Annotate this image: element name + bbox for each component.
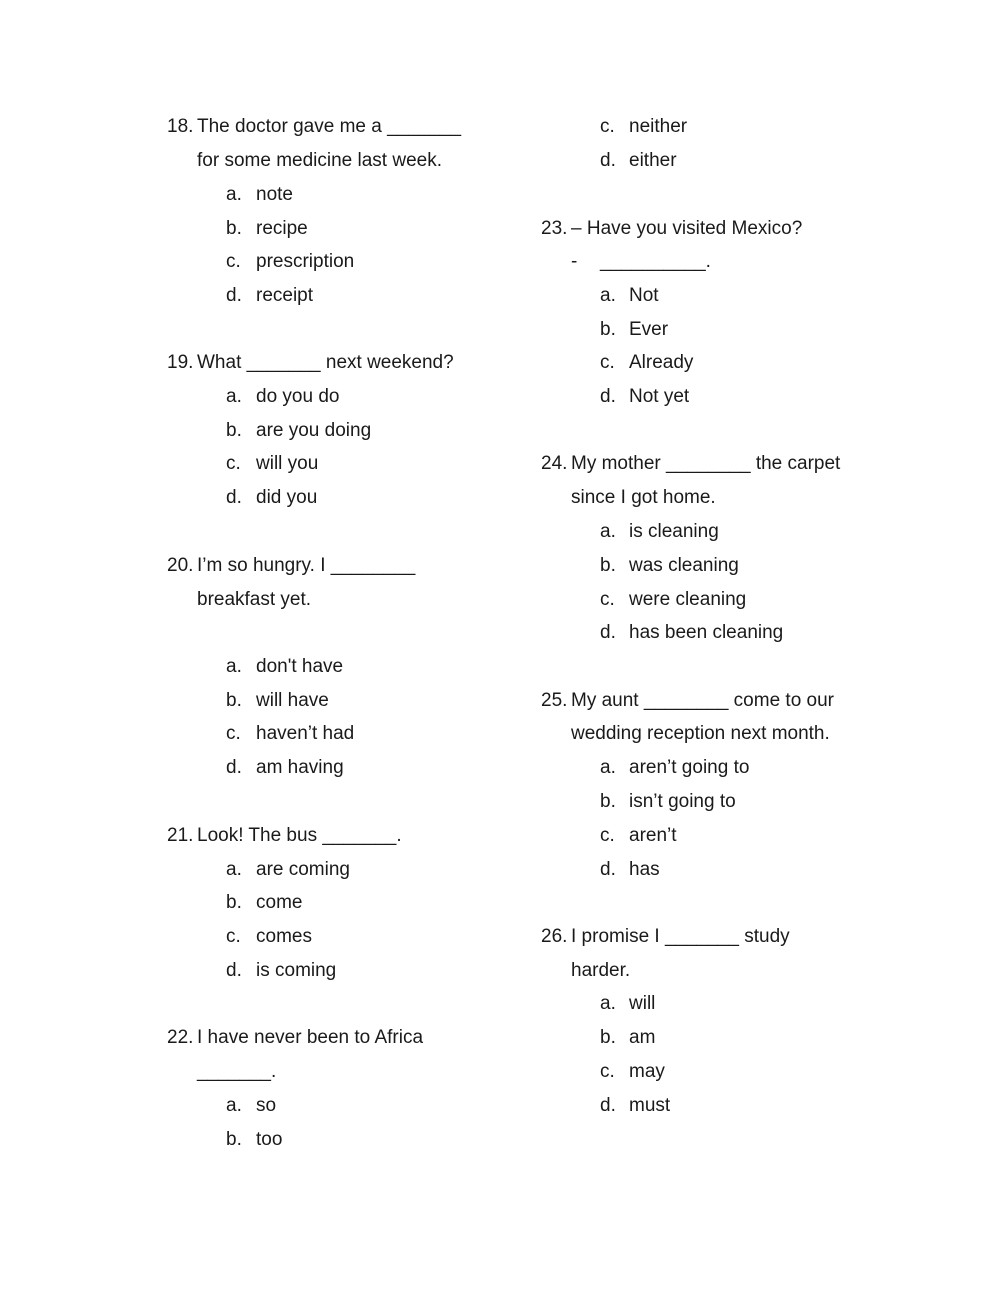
option-letter: b. bbox=[226, 218, 242, 239]
option-letter: c. bbox=[226, 251, 241, 272]
option-text[interactable]: must bbox=[629, 1095, 671, 1116]
question-text: I’m so hungry. I ________ bbox=[197, 555, 416, 576]
option-letter: b. bbox=[600, 555, 616, 576]
option-letter: a. bbox=[600, 993, 616, 1014]
option-letter: a. bbox=[600, 285, 616, 306]
option-text[interactable]: am having bbox=[256, 757, 344, 778]
option-letter: a. bbox=[226, 859, 242, 880]
option-text[interactable]: is cleaning bbox=[629, 521, 719, 542]
option-letter: c. bbox=[600, 116, 615, 137]
option-letter: d. bbox=[600, 1095, 616, 1116]
option-letter: d. bbox=[600, 150, 616, 171]
option-text[interactable]: did you bbox=[256, 487, 318, 508]
question-text: breakfast yet. bbox=[197, 589, 312, 610]
option-text[interactable]: was cleaning bbox=[629, 555, 739, 576]
question-number: 25. bbox=[541, 690, 568, 711]
question-number: 18. bbox=[167, 116, 194, 137]
option-letter: c. bbox=[600, 589, 615, 610]
question-number: 24. bbox=[541, 453, 568, 474]
option-text[interactable]: are coming bbox=[256, 859, 350, 880]
option-letter: d. bbox=[226, 960, 242, 981]
option-text[interactable]: am bbox=[629, 1027, 656, 1048]
option-text[interactable]: has been cleaning bbox=[629, 622, 784, 643]
option-text[interactable]: will you bbox=[256, 453, 319, 474]
option-letter: b. bbox=[600, 319, 616, 340]
question-text: Look! The bus _______. bbox=[197, 825, 402, 846]
question-text: wedding reception next month. bbox=[571, 723, 830, 744]
option-text[interactable]: too bbox=[256, 1129, 283, 1150]
option-text[interactable]: don't have bbox=[256, 656, 344, 677]
option-letter: b. bbox=[226, 420, 242, 441]
question-number: 19. bbox=[167, 352, 194, 373]
option-text[interactable]: do you do bbox=[256, 386, 340, 407]
question-number: 26. bbox=[541, 926, 568, 947]
question-text: My aunt ________ come to our bbox=[571, 690, 835, 711]
option-letter: a. bbox=[226, 184, 242, 205]
question-text: since I got home. bbox=[571, 487, 716, 508]
option-letter: c. bbox=[226, 926, 241, 947]
option-letter: a. bbox=[600, 757, 616, 778]
question-text: My mother ________ the carpet bbox=[571, 453, 841, 474]
option-text[interactable]: receipt bbox=[256, 285, 314, 306]
question-text: The doctor gave me a _______ bbox=[197, 116, 462, 137]
option-text[interactable]: note bbox=[256, 184, 293, 205]
option-text[interactable]: aren’t bbox=[629, 825, 677, 846]
option-text[interactable]: Not bbox=[629, 285, 659, 306]
option-letter: a. bbox=[226, 386, 242, 407]
option-text[interactable]: prescription bbox=[256, 251, 355, 272]
question-text: _______. bbox=[197, 1061, 277, 1082]
question-text: for some medicine last week. bbox=[197, 150, 442, 171]
question-text: I promise I _______ study bbox=[571, 926, 790, 947]
option-text[interactable]: Already bbox=[629, 352, 694, 373]
question-text: What _______ next weekend? bbox=[197, 352, 454, 373]
option-text[interactable]: comes bbox=[256, 926, 312, 947]
option-text[interactable]: may bbox=[629, 1061, 665, 1082]
option-text[interactable]: come bbox=[256, 892, 303, 913]
option-letter: c. bbox=[600, 825, 615, 846]
option-letter: d. bbox=[226, 757, 242, 778]
option-text[interactable]: will bbox=[629, 993, 656, 1014]
option-letter: a. bbox=[226, 1095, 242, 1116]
option-letter: a. bbox=[600, 521, 616, 542]
option-letter: b. bbox=[226, 892, 242, 913]
option-letter: d. bbox=[600, 859, 616, 880]
option-letter: b. bbox=[226, 1129, 242, 1150]
option-letter: d. bbox=[226, 285, 242, 306]
option-text[interactable]: will have bbox=[256, 690, 329, 711]
dialogue-dash: - bbox=[571, 251, 578, 272]
option-text[interactable]: are you doing bbox=[256, 420, 372, 441]
option-text[interactable]: aren’t going to bbox=[629, 757, 750, 778]
option-letter: c. bbox=[226, 723, 241, 744]
option-text[interactable]: haven’t had bbox=[256, 723, 355, 744]
question-number: 21. bbox=[167, 825, 194, 846]
question-number: 23. bbox=[541, 218, 568, 239]
option-text[interactable]: either bbox=[629, 150, 677, 171]
option-letter: d. bbox=[600, 622, 616, 643]
option-text[interactable]: so bbox=[256, 1095, 277, 1116]
option-text[interactable]: neither bbox=[629, 116, 688, 137]
option-letter: b. bbox=[600, 1027, 616, 1048]
option-letter: b. bbox=[226, 690, 242, 711]
option-letter: c. bbox=[600, 352, 615, 373]
option-text[interactable]: Not yet bbox=[629, 386, 690, 407]
question-text: __________. bbox=[600, 251, 711, 272]
option-letter: d. bbox=[226, 487, 242, 508]
question-number: 22. bbox=[167, 1027, 194, 1048]
option-text[interactable]: isn’t going to bbox=[629, 791, 736, 812]
option-text[interactable]: is coming bbox=[256, 960, 337, 981]
question-text: I have never been to Africa bbox=[197, 1027, 424, 1048]
option-letter: b. bbox=[600, 791, 616, 812]
option-text[interactable]: has bbox=[629, 859, 660, 880]
question-number: 20. bbox=[167, 555, 194, 576]
option-text[interactable]: recipe bbox=[256, 218, 308, 239]
option-letter: d. bbox=[600, 386, 616, 407]
option-text[interactable]: Ever bbox=[629, 319, 669, 340]
option-letter: c. bbox=[226, 453, 241, 474]
option-letter: c. bbox=[600, 1061, 615, 1082]
question-text: – Have you visited Mexico? bbox=[571, 218, 803, 239]
option-letter: a. bbox=[226, 656, 242, 677]
question-text: harder. bbox=[571, 960, 631, 981]
option-text[interactable]: were cleaning bbox=[629, 589, 747, 610]
